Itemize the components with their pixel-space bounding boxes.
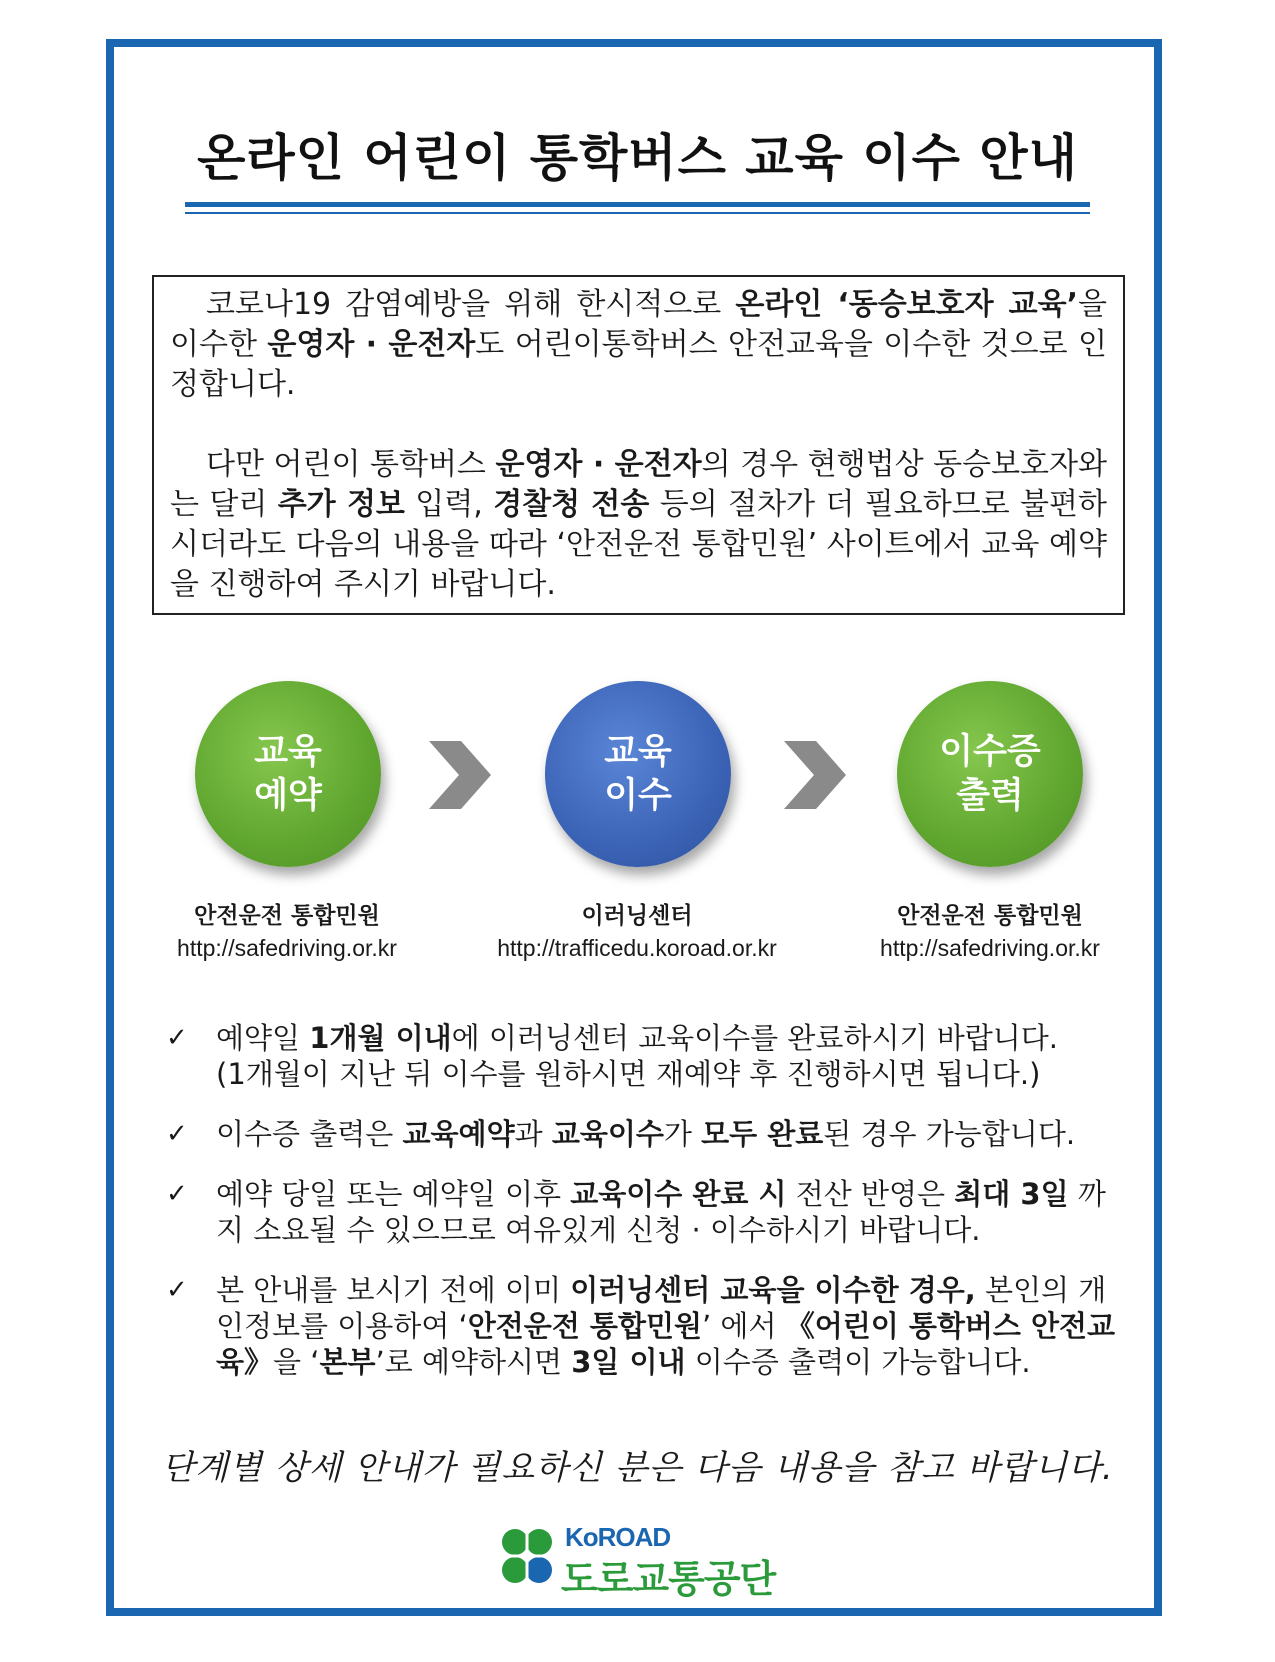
- bullet-item-1: ✓ 예약일 1개월 이내에 이러닝센터 교육이수를 완료하시기 바랍니다. (1개월이 지난 뒤 이수를 원하시면 재예약 후 진행하시면 됩니다.): [166, 1021, 1058, 1091]
- closing-note: 단계별 상세 안내가 필요하신 분은 다음 내용을 참고 바랍니다.: [161, 1448, 1114, 1488]
- step-certificate-link[interactable]: http://safedriving.or.kr: [880, 935, 1100, 961]
- page-title: 온라인 어린이 통학버스 교육 이수 안내: [197, 129, 1078, 187]
- step-arrow-1-icon: [425, 737, 495, 813]
- check-icon: ✓: [166, 1179, 188, 1209]
- bullet-item-2: ✓ 이수증 출력은 교육예약과 교육이수가 모두 완료된 경우 가능합니다.: [166, 1117, 1076, 1151]
- step-completion-circle: 교육 이수: [545, 681, 731, 867]
- step-arrow-2-icon: [780, 737, 850, 813]
- step-reservation-label: 안전운전 통합민원 http://safedriving.or.kr: [122, 900, 452, 964]
- check-icon: ✓: [166, 1119, 188, 1149]
- title-underline-thick: [185, 202, 1090, 207]
- check-icon: ✓: [166, 1023, 188, 1053]
- koroad-logo: KoROAD 도로교통공단: [495, 1522, 785, 1592]
- title-underline-thin: [185, 212, 1090, 214]
- step-reservation-circle: 교육 예약: [195, 681, 381, 867]
- step-completion-link[interactable]: http://trafficedu.koroad.or.kr: [497, 935, 777, 961]
- bullet-item-4: ✓ 본 안내를 보시기 전에 이미 이러닝센터 교육을 이수한 경우, 본인의 개인정보를 이용하여 ‘안전운전 통합민원’ 에서 《어린이 통학버스 안전교육》을 ‘본부’로 예약하시면 3일 이내 이수증 출력이 가능합니다.: [166, 1273, 1116, 1379]
- notice-paragraph-2: 다만 어린이 통학버스 운영자 · 운전자의 경우 현행법상 동승보호자와는 달리 추가 정보 입력, 경찰청 전송 등의 절차가 더 필요하므로 불편하시더라도 다음의 내용을 따라 ‘안전운전 통합민원’ 사이트에서 교육 예약을 진행하여 주시기 바랍니다.: [170, 447, 1108, 602]
- clover-logo-icon: [495, 1526, 559, 1588]
- step-reservation-link[interactable]: http://safedriving.or.kr: [177, 935, 397, 961]
- step-certificate-label: 안전운전 통합민원 http://safedriving.or.kr: [825, 900, 1155, 964]
- step-certificate-circle: 이수증 출력: [897, 681, 1083, 867]
- notice-paragraph-1: 코로나19 감염예방을 위해 한시적으로 온라인 ‘동승보호자 교육’을 이수한 운영자 · 운전자도 어린이통학버스 안전교육을 이수한 것으로 인정합니다.: [170, 287, 1107, 402]
- step-completion-label: 이러닝센터 http://trafficedu.koroad.or.kr: [472, 900, 802, 964]
- bullet-item-3: ✓ 예약 당일 또는 예약일 이후 교육이수 완료 시 전산 반영은 최대 3일 까지 소요될 수 있으므로 여유있게 신청 · 이수하시기 바랍니다.: [166, 1177, 1106, 1247]
- check-icon: ✓: [166, 1275, 188, 1305]
- notice-box: [152, 275, 1125, 615]
- bullet-list: [166, 1020, 1116, 1404]
